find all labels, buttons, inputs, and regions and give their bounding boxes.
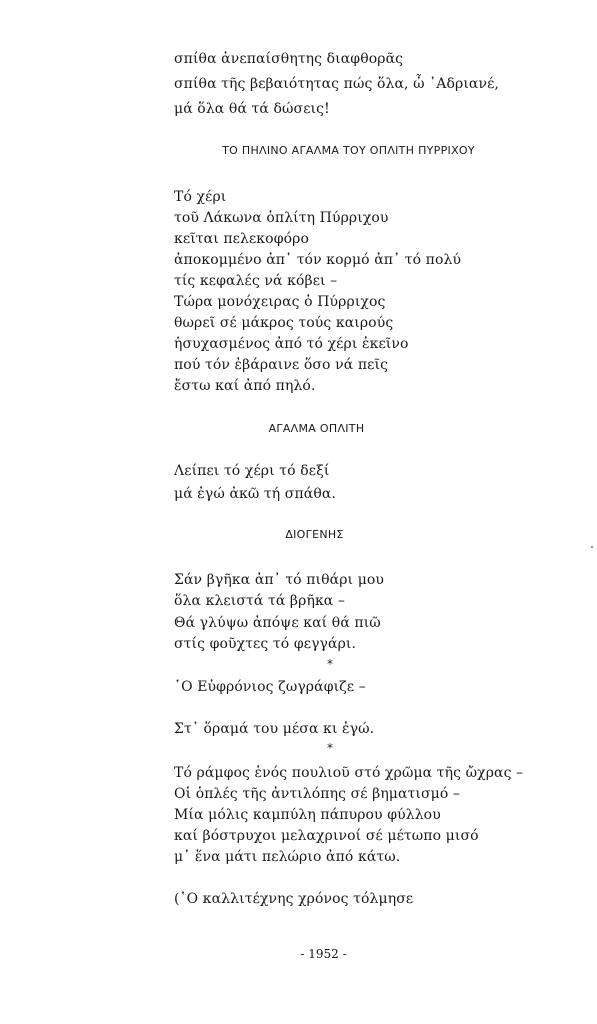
- poem-line: κεῖται πελεκοφόρο: [174, 231, 309, 247]
- poem-line: τίς κεφαλές νά κόβει –: [174, 273, 338, 289]
- poem-line: θωρεῖ σέ μάκρος τούς καιρούς: [174, 315, 394, 331]
- poem-line: Θά γλύψω ἀπόψε καί θά πιῶ: [174, 615, 381, 631]
- poem-title: ΑΓΑΛΜΑ ΟΠΛΙΤΗ: [268, 422, 365, 435]
- poem-line: (῾Ο καλλιτέχνης χρόνος τόλμησε: [174, 891, 414, 907]
- poem-line: ἀποκομμένο ἀπ᾽ τόν κορμό ἀπ᾽ τό πολύ: [174, 252, 462, 268]
- section-separator: *: [327, 657, 333, 671]
- poem-line: Λείπει τό χέρι τό δεξί: [174, 463, 330, 479]
- poem-line: Μία μόλις καμπύλη πάπυρου φύλλου: [174, 807, 441, 823]
- scan-speck: [591, 546, 593, 548]
- poem-line: ἡσυχασμένος ἀπό τό χέρι ἐκεῖνο: [174, 336, 409, 352]
- page-number: - 1952 -: [300, 947, 347, 961]
- poem-line: Τό ράμφος ἑνός πουλιοῦ στό χρῶμα τῆς ὤχρας –: [174, 765, 524, 781]
- poem-line: Τώρα μονόχειρας ὁ Πύρριχος: [174, 294, 386, 310]
- poem-line: ῾Ο Εὐφρόνιος ζωγράφιζε –: [174, 679, 366, 695]
- poem-title: ΔΙΟΓΕΝΗΣ: [285, 528, 344, 541]
- fragment-line: σπίθα τῆς βεβαιότητας πώς ὅλα, ὦ ᾽Αδριανέ,: [174, 76, 499, 92]
- poem-line: ἔστω καί ἀπό πηλό.: [174, 378, 316, 394]
- poem-line: καί βόστρυχοι μελαχρινοί σέ μέτωπο μισό: [174, 828, 479, 844]
- poem-line: Τό χέρι: [174, 189, 227, 205]
- poem-line: μά ἐγώ ἀκῶ τή σπάθα.: [174, 486, 336, 502]
- poem-title: ΤΟ ΠΗΛΙΝΟ ΑΓΑΛΜΑ ΤΟΥ ΟΠΛΙΤΗ ΠΥΡΡΙΧΟΥ: [222, 144, 475, 157]
- poem-line: μ᾽ ἕνα μάτι πελώριο ἀπό κάτω.: [174, 849, 401, 865]
- poem-line: πού τόν ἐβάραινε ὅσο νά πεῖς: [174, 357, 389, 373]
- fragment-line: μά ὅλα θά τά δώσεις!: [174, 101, 330, 117]
- poem-line: στίς φοῦχτες τό φεγγάρι.: [174, 636, 357, 652]
- poem-line: Στ᾽ ὅραμά του μέσα κι ἐγώ.: [174, 721, 375, 737]
- poem-line: Σάν βγῆκα ἀπ᾽ τό πιθάρι μου: [174, 572, 385, 588]
- section-separator: *: [327, 741, 333, 755]
- fragment-line: σπίθα ἀνεπαίσθητης διαφθορᾶς: [174, 51, 404, 67]
- poem-line: ὅλα κλειστά τά βρῆκα –: [174, 593, 345, 609]
- poem-line: Οἱ ὁπλές τῆς ἀντιλόπης σέ βηματισμό –: [174, 786, 461, 802]
- poem-line: τοῦ Λάκωνα ὁπλίτη Πύρριχου: [174, 210, 389, 226]
